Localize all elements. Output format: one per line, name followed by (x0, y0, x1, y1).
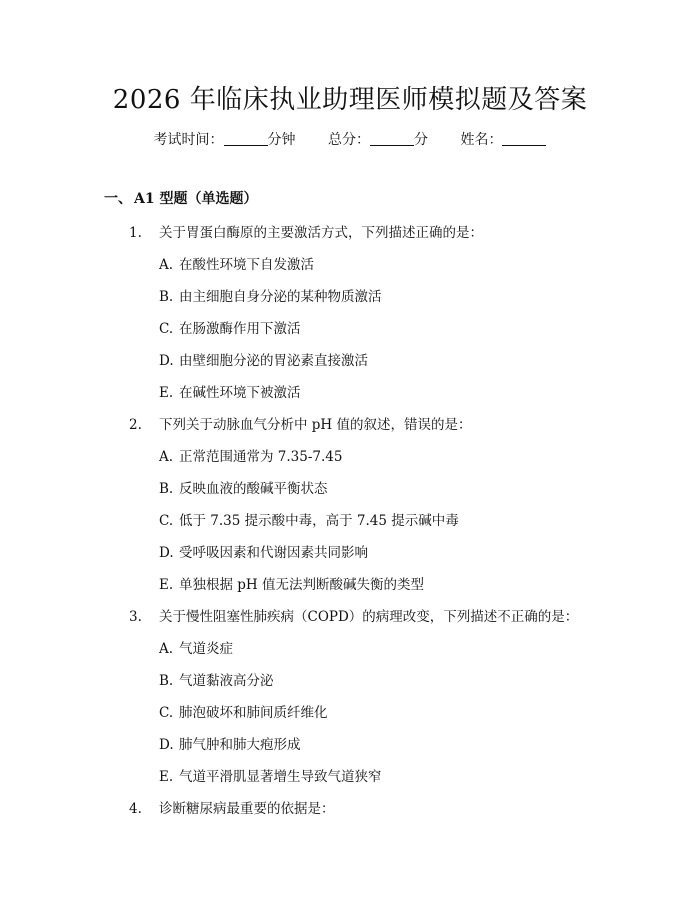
option-text: 在酸性环境下自发激活 (179, 257, 314, 273)
exam-time-field (154, 128, 296, 152)
name-blank (502, 131, 546, 146)
question-text: 关于胃蛋白酶原的主要激活方式，下列描述正确的是： (159, 225, 483, 241)
total-score-unit: 分 (414, 132, 428, 148)
option-text: 单独根据 pH 值无法判断酸碱失衡的类型 (179, 577, 424, 593)
total-score-field (328, 128, 428, 152)
exam-time-label: 考试时间： (153, 132, 224, 148)
answer-option (0, 473, 700, 505)
question-text: 下列关于动脉血气分析中 pH 值的叙述，错误的是： (159, 417, 472, 433)
option-text: 反映血液的酸碱平衡状态 (179, 481, 328, 497)
answer-option (0, 313, 700, 345)
exam-time-blank (224, 131, 268, 146)
answer-option (0, 761, 700, 793)
answer-option (0, 249, 700, 281)
answer-option (0, 377, 700, 409)
question-list (0, 217, 700, 825)
option-text: 在肠激酶作用下激活 (179, 321, 301, 337)
answer-option (0, 697, 700, 729)
answer-option (0, 729, 700, 761)
option-letter: B. (159, 289, 174, 305)
page-title: 2026 年临床执业助理医师模拟题及答案 (112, 85, 588, 115)
question-number: 4. (129, 801, 142, 817)
total-score-blank (370, 131, 414, 146)
answer-option (0, 505, 700, 537)
name-label: 姓名： (460, 132, 503, 148)
option-letter: B. (159, 481, 174, 497)
option-letter: A. (159, 641, 174, 657)
option-letter: A. (159, 449, 174, 465)
option-text: 肺泡破坏和肺间质纤维化 (179, 705, 328, 721)
option-letter: E. (159, 769, 174, 785)
answer-option (0, 441, 700, 473)
question-number: 2. (129, 417, 142, 433)
option-letter: E. (159, 385, 174, 401)
question-item (0, 793, 700, 825)
question-item (0, 217, 700, 249)
option-letter: B. (159, 673, 174, 689)
total-score-label: 总分： (328, 132, 370, 148)
question-number: 1. (129, 225, 142, 241)
answer-option (0, 633, 700, 665)
option-text: 由主细胞自身分泌的某种物质激活 (179, 289, 382, 305)
option-text: 正常范围通常为 7.35-7.45 (179, 449, 343, 465)
option-letter: C. (159, 705, 174, 721)
section-title: A1 型题（单选题） (134, 191, 258, 207)
option-text: 低于 7.35 提示酸中毒，高于 7.45 提示碱中毒 (179, 513, 459, 529)
option-text: 气道炎症 (179, 641, 233, 657)
exam-time-unit: 分钟 (267, 132, 296, 148)
question-text: 关于慢性阻塞性肺疾病（COPD）的病理改变，下列描述不正确的是： (159, 609, 579, 625)
answer-option (0, 345, 700, 377)
name-field (460, 128, 546, 152)
section-number: 一、 (104, 191, 132, 207)
option-letter: C. (159, 321, 174, 337)
option-text: 受呼吸因素和代谢因素共同影响 (179, 545, 368, 561)
answer-option (0, 281, 700, 313)
option-letter: A. (159, 257, 174, 273)
option-letter: C. (159, 513, 174, 529)
exam-info-line (0, 128, 700, 152)
option-text: 气道黏液高分泌 (179, 673, 274, 689)
option-text: 在碱性环境下被激活 (179, 385, 301, 401)
section-heading (104, 185, 257, 213)
option-text: 气道平滑肌显著增生导致气道狭窄 (179, 769, 382, 785)
option-letter: D. (159, 545, 174, 561)
question-number: 3. (129, 609, 142, 625)
question-item (0, 601, 700, 633)
question-item (0, 409, 700, 441)
option-text: 由壁细胞分泌的胃泌素直接激活 (179, 353, 368, 369)
question-text: 诊断糖尿病最重要的依据是： (159, 801, 335, 817)
answer-option (0, 569, 700, 601)
option-text: 肺气肿和肺大疱形成 (179, 737, 301, 753)
option-letter: D. (159, 737, 174, 753)
answer-option (0, 665, 700, 697)
option-letter: E. (159, 577, 174, 593)
option-letter: D. (159, 353, 174, 369)
answer-option (0, 537, 700, 569)
